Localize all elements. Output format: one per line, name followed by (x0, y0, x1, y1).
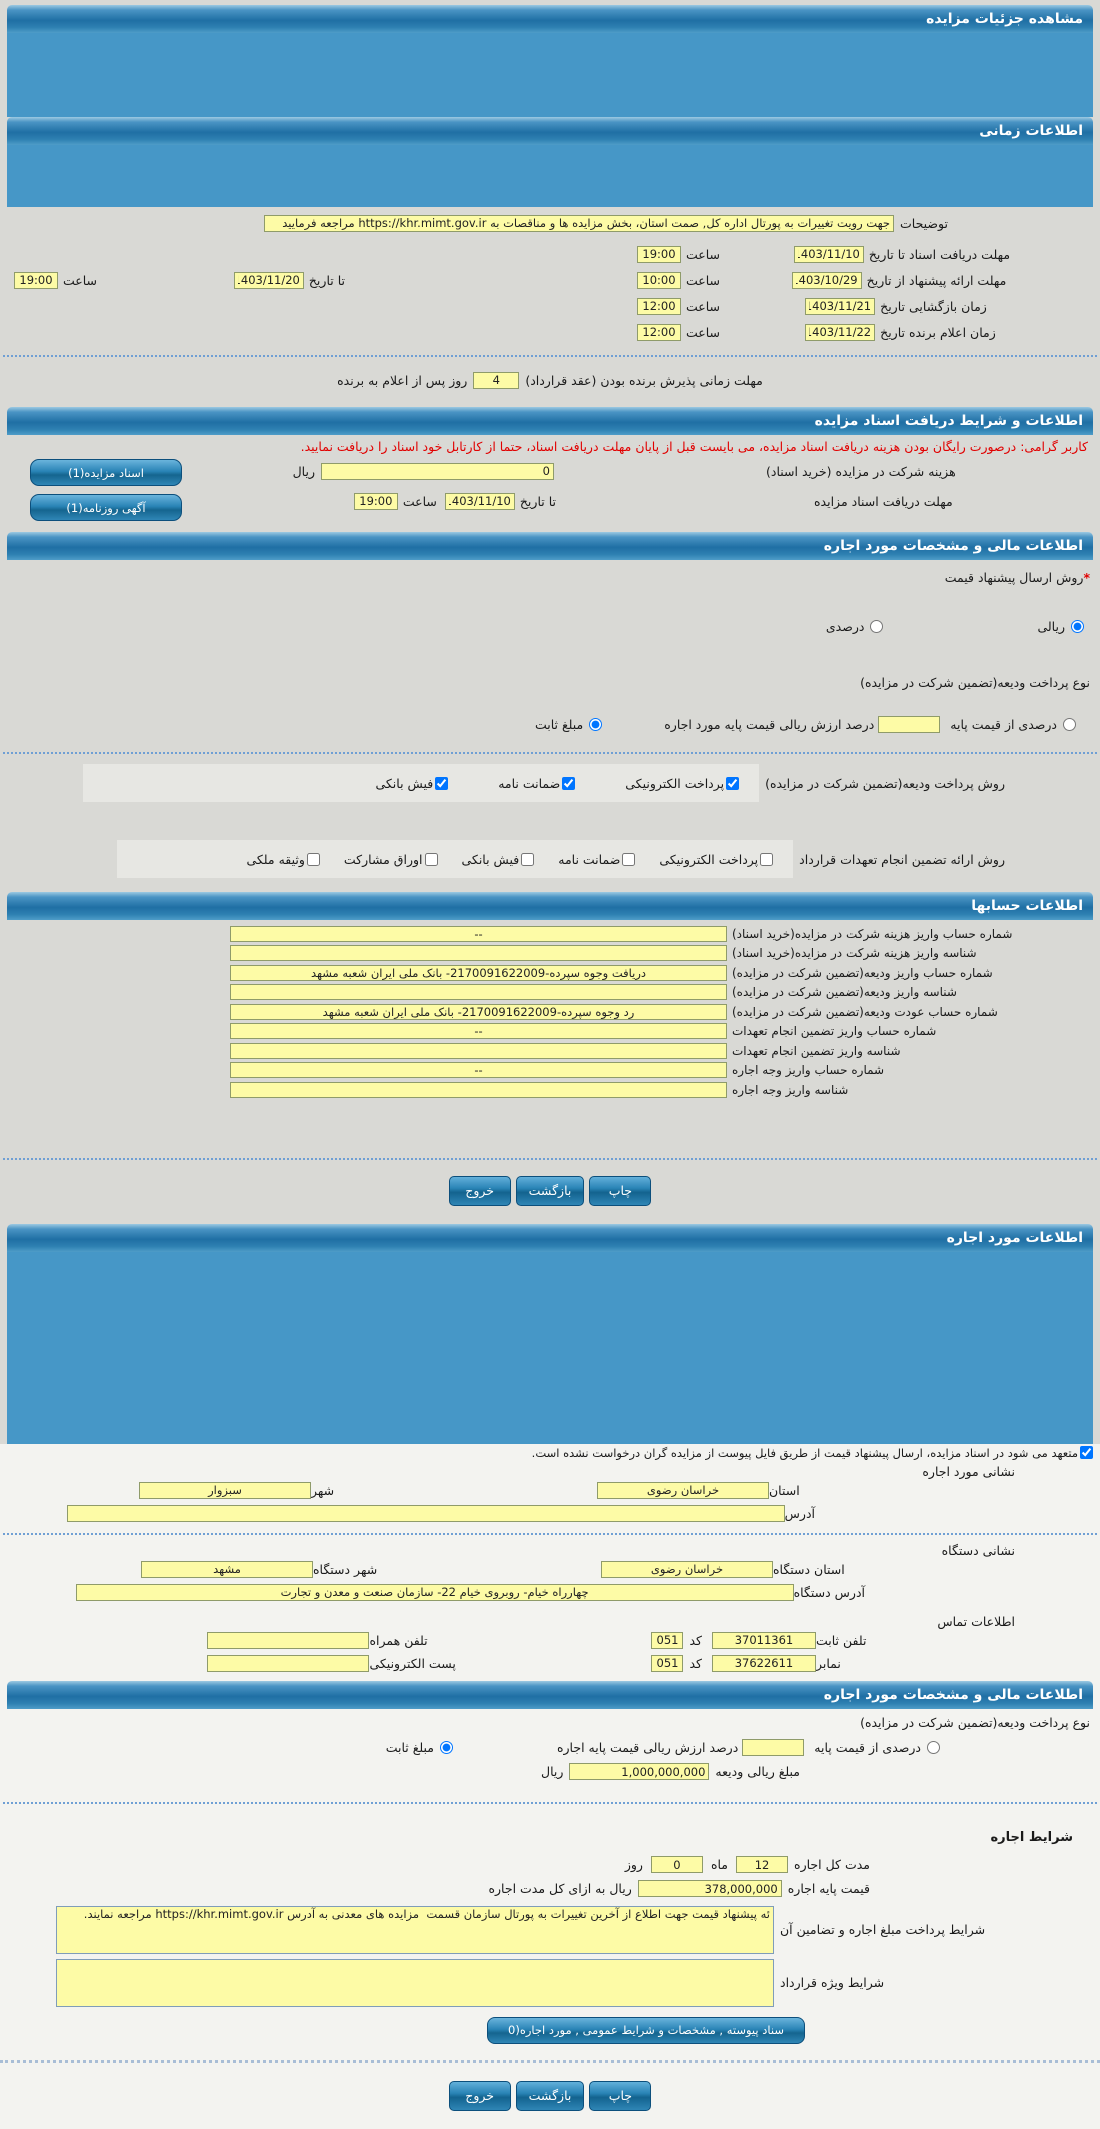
fax-label: نمابر (816, 1655, 841, 1671)
time-label: ساعت (685, 324, 720, 340)
row-obligation-guarantee-method (0, 840, 1100, 878)
table-row (0, 944, 1100, 964)
property-collateral-label: وثیقه ملکی (246, 851, 305, 867)
acceptance-label: مهلت زمانی پذیرش برنده بودن (عقد قرارداد) (525, 372, 763, 388)
row-lease-duration (0, 1853, 1100, 1877)
account-row-input[interactable] (230, 1062, 727, 1078)
rial-method-radio[interactable] (1071, 620, 1084, 633)
time-info-title: اطلاعات زمانی (979, 123, 1083, 139)
lower-zone (0, 1444, 1100, 2129)
row-offer-period (0, 267, 1100, 293)
special-terms-label: شرایط ویژه قرارداد (780, 1975, 885, 1990)
row-rental-province-city (0, 1479, 1100, 1502)
docs-receipt-time-input[interactable] (354, 493, 398, 510)
row-deposit-payment-method (0, 764, 1100, 802)
exit-button[interactable]: خروج (449, 2081, 511, 2111)
price-method-label: روش ارسال پیشنهاد قیمت (944, 570, 1084, 585)
time-label: ساعت (685, 272, 720, 288)
row-deposit-type (0, 712, 1100, 736)
row-attachment-note (0, 1444, 1100, 1460)
guarantee-method-options (117, 840, 793, 878)
rental-province-input[interactable] (597, 1482, 769, 1499)
org-address-input[interactable] (76, 1584, 794, 1601)
date-prefix: تاریخ (880, 298, 905, 314)
base-price-label: قیمت پایه اجاره (787, 1881, 870, 1896)
electronic-payment-label: پرداخت الکترونیکی (659, 851, 759, 867)
account-row-label: شماره حساب عودت ودیعه(تضمین شرکت در مزایده) (732, 1004, 998, 1019)
row-fax (0, 1652, 1100, 1675)
divider (3, 1802, 1097, 1804)
offer-period-label: مهلت ارائه پیشنهاد (909, 272, 1007, 288)
section-header-financial-2 (7, 1681, 1093, 1709)
fax-input[interactable] (712, 1655, 816, 1672)
row-price-method (0, 615, 1100, 637)
percent-of-base-label: درصدی از قیمت پایه (814, 1740, 921, 1755)
back-button[interactable]: بازگشت (516, 1176, 585, 1206)
guarantee-letter-label: ضمانت نامه (558, 851, 621, 867)
account-row-label: شناسه واریز ودیعه(تضمین شرکت در مزایده) (732, 985, 957, 1000)
time-label: ساعت (402, 493, 437, 509)
bank-receipt-checkbox[interactable] (521, 853, 534, 866)
account-row-input[interactable] (230, 984, 727, 1000)
account-row-label: شماره حساب واریز هزینه شرکت در مزایده(خرید اسناد) (732, 926, 1013, 941)
deposit-type-label: نوع پرداخت ودیعه(تضمین شرکت در مزایده) (860, 675, 1090, 690)
section-header-financial-1 (7, 532, 1093, 560)
docs-deadline-date-input[interactable] (794, 246, 864, 263)
winner-announcement-label: زمان اعلام برنده (909, 324, 996, 340)
docs-deadline-time-input[interactable] (637, 246, 681, 263)
table-row (0, 924, 1100, 944)
time-info-content (0, 207, 1100, 401)
bank-receipt-label: فیش بانکی (461, 851, 520, 867)
auction-documents-button[interactable]: اسناد مزایده(1) (30, 459, 182, 486)
percent-method-radio[interactable] (870, 620, 883, 633)
org-province-input[interactable] (601, 1561, 773, 1578)
account-row-input[interactable] (230, 1004, 727, 1020)
percent-of-base-desc: درصد ارزش ریالی قیمت پایه مورد اجاره (664, 716, 875, 732)
province-label: استان (769, 1482, 800, 1498)
page-title: مشاهده جزئیات مزایده (926, 11, 1083, 27)
table-row (0, 1002, 1100, 1022)
code-label: کد (689, 1655, 702, 1671)
account-row-label: شماره حساب واریز تضمین انجام تعهدات (732, 1024, 937, 1039)
accounts-title: اطلاعات حسابها (971, 898, 1083, 914)
contact-section-label: اطلاعات تماس (937, 1613, 1015, 1629)
account-row-input[interactable] (230, 1023, 727, 1039)
financial-1-content (0, 560, 1100, 886)
percent-method-label: درصدی (825, 618, 865, 634)
percent-of-base-input[interactable] (878, 716, 940, 733)
attachment-note-text: متعهد می شود در اسناد مزایده، ارسال پیشنهاد قیمت از طریق فایل پیوست از مزایده گران درخواست نشده است. (531, 1445, 1078, 1460)
payment-terms-textarea[interactable] (56, 1906, 774, 1954)
divider (3, 1533, 1097, 1535)
print-button[interactable]: چاپ (589, 1176, 651, 1206)
table-row (0, 1061, 1100, 1081)
section-header-rental-info (7, 1224, 1093, 1252)
code-label: کد (689, 1632, 702, 1648)
participation-bonds-label: اوراق مشارکت (343, 851, 423, 867)
date-prefix: تا تاریخ (519, 493, 556, 509)
lease-terms-section-label: شرایط اجاره (990, 1829, 1073, 1845)
percent-of-base-radio[interactable] (927, 1741, 940, 1754)
section-header-accounts (7, 892, 1093, 920)
exit-button[interactable]: خروج (449, 1176, 511, 1206)
row-org-address (0, 1581, 1100, 1604)
attachment-note-checkbox[interactable] (1080, 1446, 1093, 1459)
account-row-label: شماره حساب واریز ودیعه(تضمین شرکت در مزایده) (732, 965, 993, 980)
docs-warning-text: کاربر گرامی: درصورت رایگان بودن هزینه دریافت اسناد مزایده، می بایست قبل از پایان مهلت دریافت اسناد، حتما از کارتابل خود اسناد را دریافت نمایید. (300, 439, 1088, 454)
winner-time-input[interactable] (637, 324, 681, 341)
rial-method-label: ریالی (1037, 618, 1065, 634)
payment-terms-label: شرایط پرداخت مبلغ اجاره و تضامین آن (780, 1922, 986, 1937)
guarantee-letter-label: ضمانت نامه (498, 775, 561, 791)
percent-of-base-input[interactable] (742, 1739, 804, 1756)
city-label: شهر (311, 1482, 335, 1498)
deposit-method-label: روش پرداخت ودیعه(تضمین شرکت در مزایده) (765, 775, 1005, 791)
org-city-label: شهر دستگاه (313, 1561, 378, 1577)
participation-bonds-checkbox[interactable] (425, 853, 438, 866)
divider (3, 1158, 1097, 1160)
docs-content (0, 435, 1100, 526)
table-row (0, 1041, 1100, 1061)
table-row (0, 963, 1100, 983)
row-deposit-amount (0, 1760, 1100, 1784)
guarantee-letter-checkbox[interactable] (562, 777, 575, 790)
account-row-label: شناسه واریز وجه اجاره (732, 1082, 849, 1097)
row-phone (0, 1629, 1100, 1652)
percent-of-base-radio[interactable] (1063, 718, 1076, 731)
org-province-label: استان دستگاه (773, 1561, 845, 1577)
back-button[interactable]: بازگشت (516, 2081, 585, 2111)
offer-start-date-input[interactable] (792, 272, 862, 289)
divider (3, 752, 1097, 754)
docs-deadline-label: مهلت دریافت اسناد (909, 246, 1011, 262)
rental-city-input[interactable] (139, 1482, 311, 1499)
row-opening-time (0, 293, 1100, 319)
electronic-payment-label: پرداخت الکترونیکی (625, 775, 725, 791)
financial-2-title: اطلاعات مالی و مشخصات مورد اجاره (823, 1686, 1083, 1703)
org-city-input[interactable] (141, 1561, 313, 1578)
notes-label: توضیحات (900, 215, 948, 231)
guarantee-letter-checkbox[interactable] (622, 853, 635, 866)
phone-label: تلفن ثابت (816, 1632, 867, 1648)
docs-title: اطلاعات و شرایط دریافت اسناد مزایده (814, 413, 1083, 429)
deposit-amount-label: مبلغ ریالی ودیعه (715, 1764, 800, 1779)
offer-end-time-input[interactable] (14, 272, 58, 289)
account-row-label: شناسه واریز تضمین انجام تعهدات (732, 1043, 901, 1058)
org-address-label: آدرس دستگاه (793, 1584, 865, 1600)
opening-time-label: زمان بازگشایی (909, 298, 987, 314)
fax-code-input[interactable] (651, 1655, 683, 1672)
row-deposit-type-2 (0, 1736, 1100, 1760)
accounts-content (0, 920, 1100, 1224)
fixed-amount-radio[interactable] (589, 718, 602, 731)
account-row-label: شماره حساب واریز وجه اجاره (732, 1063, 885, 1078)
date-prefix: تا تاریخ (868, 246, 905, 262)
time-info-body (7, 145, 1093, 207)
row-payment-terms (0, 1906, 1100, 1954)
divider (0, 2060, 1100, 2063)
special-terms-textarea[interactable] (56, 1959, 774, 2007)
account-row-input[interactable] (230, 1082, 727, 1098)
days-label: روز (624, 1857, 643, 1872)
org-address-section-label: نشانی دستگاه (941, 1542, 1015, 1558)
address-label: آدرس (784, 1505, 815, 1521)
opening-time-input[interactable] (637, 298, 681, 315)
newspaper-ad-button[interactable]: آگهی روزنامه(1) (30, 494, 182, 521)
rental-info-title: اطلاعات مورد اجاره (946, 1229, 1083, 1246)
rental-address-section-label: نشانی مورد اجاره (922, 1463, 1015, 1479)
lease-months-input[interactable] (736, 1856, 788, 1873)
divider (3, 355, 1097, 357)
base-price-suffix: ریال به ازای کل مدت اجاره (488, 1881, 632, 1896)
section-header-docs (7, 407, 1093, 435)
time-label: ساعت (685, 298, 720, 314)
row-acceptance-deadline (0, 367, 1100, 393)
base-price-input[interactable] (638, 1880, 782, 1897)
row-docs-deadline (0, 241, 1100, 267)
print-button[interactable]: چاپ (589, 2081, 651, 2111)
opening-date-input[interactable] (805, 298, 875, 315)
offer-end-date-input[interactable] (234, 272, 304, 289)
row-rental-address (0, 1502, 1100, 1525)
row-base-price (0, 1877, 1100, 1901)
account-row-input[interactable] (230, 926, 727, 942)
phone-code-input[interactable] (651, 1632, 683, 1649)
view-auction-body (7, 33, 1093, 117)
deposit-type-label-2: نوع پرداخت ودیعه(تضمین شرکت در مزایده) (860, 1714, 1090, 1730)
offer-start-time-input[interactable] (637, 272, 681, 289)
account-row-input[interactable] (230, 965, 727, 981)
financial-1-title: اطلاعات مالی و مشخصات مورد اجاره (823, 538, 1083, 554)
rental-info-body (7, 1252, 1093, 1444)
deposit-method-options (83, 764, 759, 802)
bank-receipt-checkbox[interactable] (435, 777, 448, 790)
account-row-input[interactable] (230, 1043, 727, 1059)
row-org-province-city (0, 1558, 1100, 1581)
rial-label: ریال (292, 463, 315, 479)
percent-of-base-desc: درصد ارزش ریالی قیمت پایه اجاره (556, 1740, 739, 1755)
mid-buttons (0, 1170, 1100, 1216)
lease-duration-label: مدت کل اجاره (794, 1857, 870, 1872)
bank-receipt-label: فیش بانکی (375, 775, 434, 791)
fixed-amount-label: مبلغ ثابت (385, 1740, 434, 1755)
deposit-amount-input[interactable] (569, 1763, 709, 1780)
row-winner-announcement (0, 319, 1100, 345)
table-row (0, 1022, 1100, 1042)
bottom-buttons (0, 2075, 1100, 2121)
electronic-payment-checkbox[interactable] (726, 777, 739, 790)
docs-deadline-label2: مهلت دریافت اسناد مزایده (814, 493, 953, 509)
date-prefix: تا تاریخ (308, 272, 345, 288)
rial-label: ریال (541, 1764, 564, 1779)
account-row-input[interactable] (230, 945, 727, 961)
table-row (0, 983, 1100, 1003)
winner-date-input[interactable] (805, 324, 875, 341)
percent-of-base-label: درصدی از قیمت پایه (950, 716, 1057, 732)
lease-days-input[interactable] (651, 1856, 703, 1873)
fee-label: هزینه شرکت در مزایده (خرید اسناد) (766, 463, 956, 479)
mobile-input[interactable] (207, 1632, 369, 1649)
acceptance-suffix: روز پس از اعلام به برنده (337, 372, 468, 388)
email-input[interactable] (207, 1655, 369, 1672)
months-label: ماه (710, 1857, 729, 1872)
fixed-amount-radio[interactable] (440, 1741, 453, 1754)
email-label: پست الکترونیکی (369, 1655, 456, 1671)
time-label: ساعت (685, 246, 720, 262)
date-prefix: از تاریخ (866, 272, 905, 288)
fixed-amount-label: مبلغ ثابت (534, 716, 584, 732)
mobile-label: تلفن همراه (369, 1632, 428, 1648)
table-row (0, 1080, 1100, 1100)
fee-input[interactable] (321, 463, 554, 480)
section-header-view-auction (7, 5, 1093, 33)
guarantee-method-label: روش ارائه تضمین انجام تعهدات قرارداد (799, 851, 1005, 867)
section-header-time-info (7, 117, 1093, 145)
time-label: ساعت (62, 272, 97, 288)
electronic-payment-checkbox[interactable] (760, 853, 773, 866)
phone-input[interactable] (712, 1632, 816, 1649)
acceptance-days-input[interactable] (473, 372, 519, 389)
required-asterisk: * (1083, 570, 1090, 585)
notes-input[interactable] (264, 215, 894, 232)
account-row-label: شناسه واریز هزینه شرکت در مزایده(خرید اسناد) (732, 946, 977, 961)
docs-side-buttons (30, 459, 182, 521)
attachments-specs-button[interactable]: سناد پیوسته , مشخصات و شرایط عمومی , مورد اجاره(0 (487, 2017, 805, 2044)
property-collateral-checkbox[interactable] (307, 853, 320, 866)
docs-receipt-date-input[interactable] (445, 493, 515, 510)
date-prefix: تاریخ (880, 324, 905, 340)
row-special-terms (0, 1959, 1100, 2007)
rental-address-input[interactable] (67, 1505, 785, 1522)
